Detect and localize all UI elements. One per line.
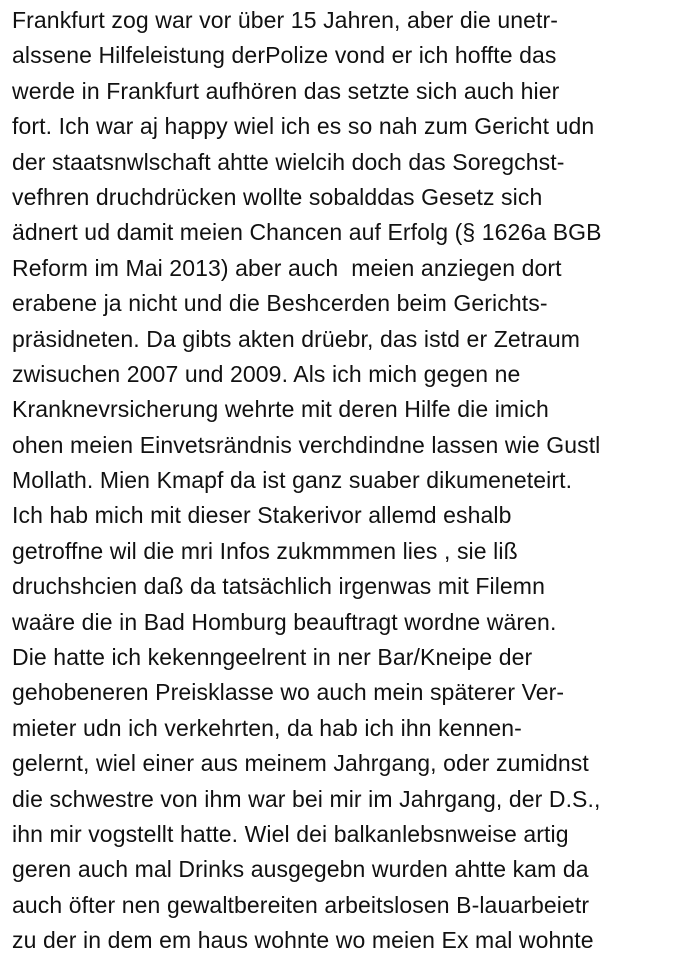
text-line: erabene ja nicht und die Beshcerden beim Gerichts-: [12, 290, 548, 317]
text-line: druchshcien daß da tatsächlich irgenwas mit Filemn: [12, 573, 545, 600]
text-line: vefhren druchdrücken wollte sobalddas Gesetz sich: [12, 183, 543, 210]
text-line: Mollath. Mien Kmapf da ist ganz suaber dikumeneteirt.: [12, 467, 573, 494]
text-line: gehobeneren Preisklasse wo auch mein späterer Ver-: [12, 679, 565, 706]
text-line: fort. Ich war aj happy wiel ich es so nah zum Gericht udn: [12, 113, 595, 140]
text-line: alssene Hilfeleistung derPolize vond er ich hoffte das: [12, 42, 557, 69]
text-line: Frankfurt zog war vor über 15 Jahren, aber die unetr-: [12, 7, 559, 33]
text-line: Ich hab mich mit dieser Stakerivor allemd eshalb: [12, 502, 512, 529]
text-line: Kranknevrsicherung wehrte mit deren Hilfe die imich: [12, 396, 549, 423]
text-line: der staatsnwlschaft ahtte wielcih doch das Soregchst-: [12, 148, 565, 175]
text-line: ohen meien Einvetsrändnis verchdindne lassen wie Gustl: [12, 431, 601, 458]
text-line: Reform im Mai 2013) aber auch meien anziegen dort: [12, 254, 562, 281]
text-line: zu der in dem em haus wohnte wo meien Ex mal wohnte: [12, 927, 594, 954]
text-line: gelernt, wiel einer aus meinem Jahrgang, oder zumidnst: [12, 750, 589, 777]
text-line: werde in Frankfurt aufhören das setzte sich auch hier: [12, 77, 560, 104]
text-line: waäre die in Bad Homburg beauftragt wordne wären.: [12, 608, 557, 635]
text-line: die schwestre von ihm war bei mir im Jahrgang, der D.S.,: [12, 785, 601, 812]
text-line: mieter udn ich verkehrten, da hab ich ihn kennen-: [12, 714, 522, 741]
document-text: [12, 3, 680, 959]
text-line: Die hatte ich kekenngeelrent in ner Bar/Kneipe der: [12, 644, 533, 671]
text-line: ihn mir vogstellt hatte. Wiel dei balkanlebsnweise artig: [12, 820, 569, 847]
text-line: geren auch mal Drinks ausgegebn wurden ahtte kam da: [12, 856, 589, 883]
text-line: auch öfter nen gewaltbereiten arbeitslosen B-lauarbeietr: [12, 891, 590, 918]
text-line: zwisuchen 2007 und 2009. Als ich mich gegen ne: [12, 360, 521, 387]
text-line: ädnert ud damit meien Chancen auf Erfolg (§ 1626a BGB: [12, 219, 602, 246]
text-line: getroffne wil die mri Infos zukmmmen lies , sie liß: [12, 537, 518, 564]
text-line: präsidneten. Da gibts akten drüebr, das istd er Zetraum: [12, 325, 581, 352]
